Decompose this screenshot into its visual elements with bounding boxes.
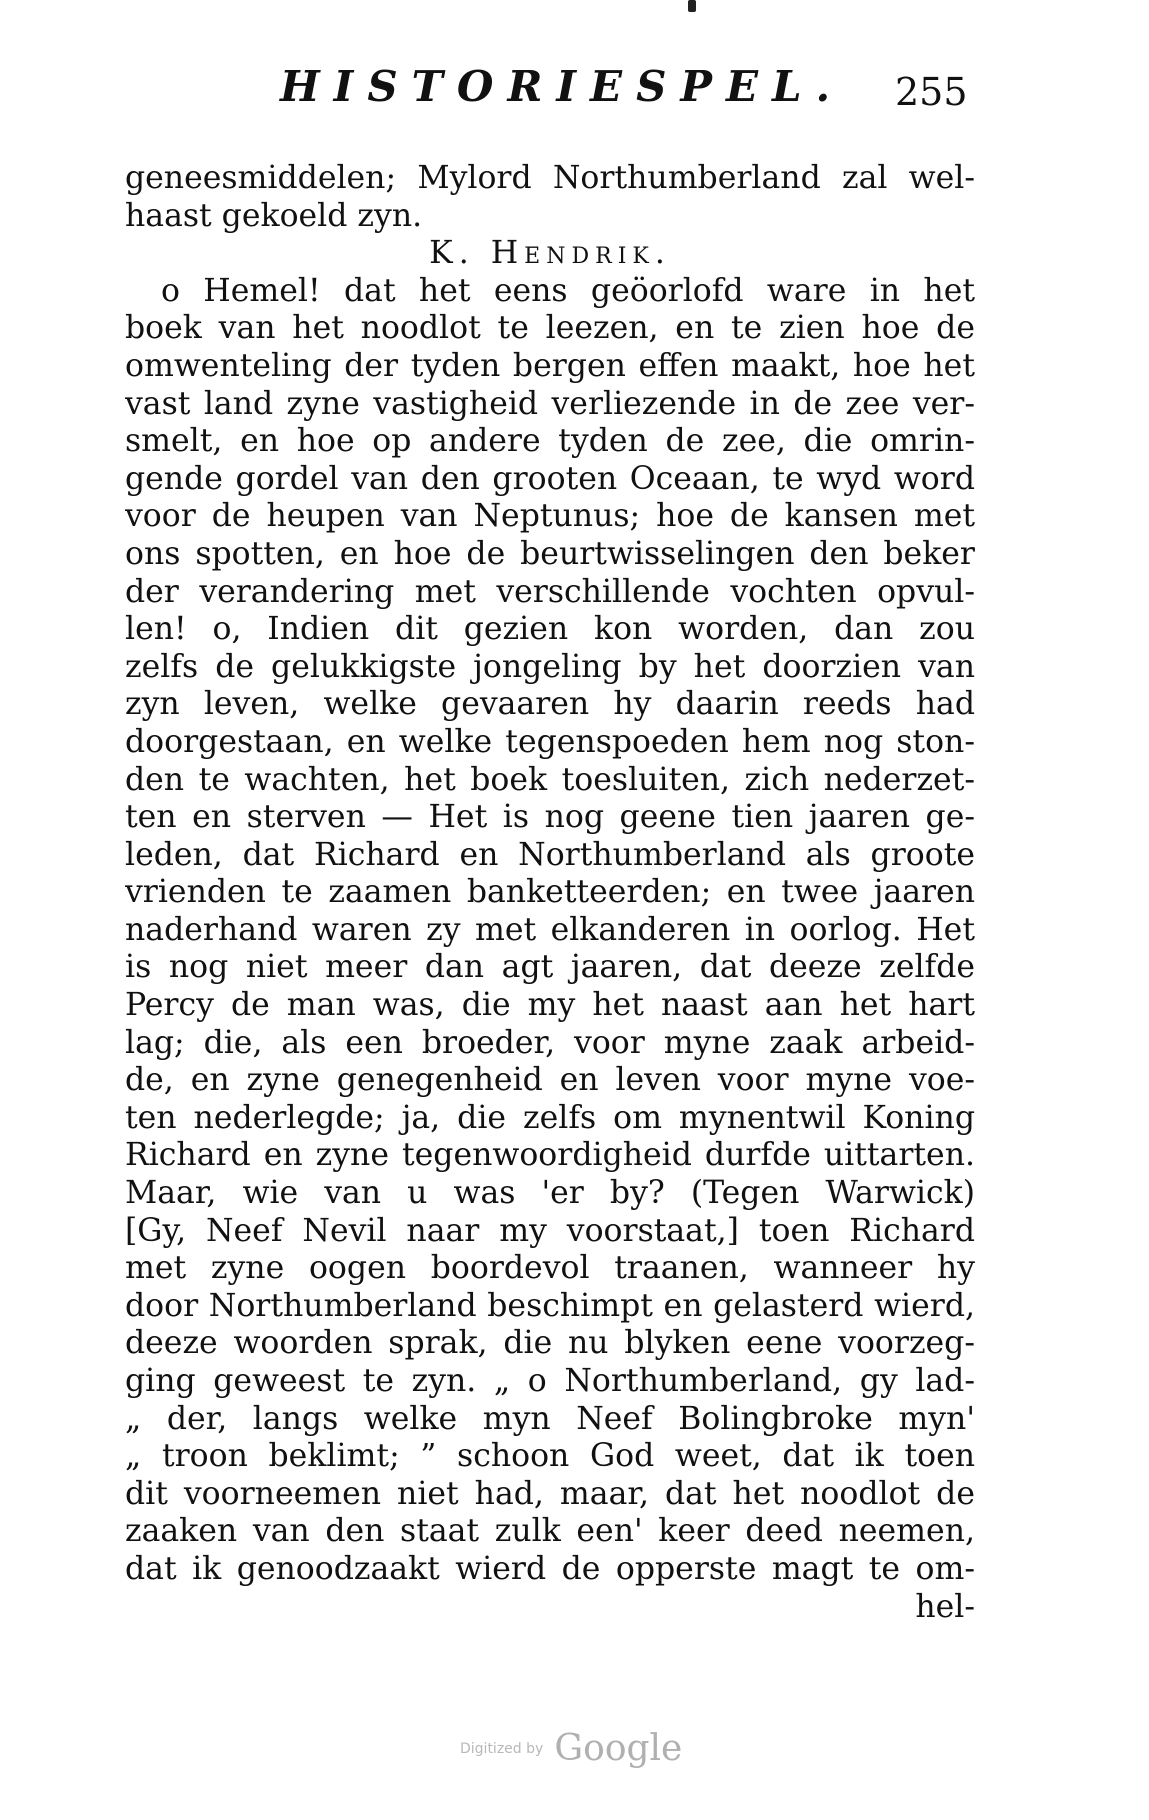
running-title: HISTORIESPEL. — [280, 62, 845, 111]
text-line: deeze woorden sprak, die nu blyken eene voorzeg- — [125, 1325, 975, 1362]
text-line: zelfs de gelukkigste jongeling by het doorzien van — [125, 648, 975, 685]
text-line: ten nederlegde; ja, die zelfs om mynentwil Koning — [125, 1099, 975, 1136]
text-line: „ troon beklimt; ” schoon God weet, dat ik toen — [125, 1438, 975, 1475]
text-line: boek van het noodlot te leezen, en te zien hoe de — [125, 310, 975, 347]
text-line: ten en sterven — Het is nog geene tien jaaren ge- — [125, 799, 975, 836]
text-line: ging geweest te zyn. „ o Northumberland, gy lad- — [125, 1363, 975, 1399]
text-line: len! o, Indien dit gezien kon worden, dan zou — [125, 611, 975, 648]
text-line: vast land zyne vastigheid verliezende in de zee ver- — [125, 385, 975, 422]
text-line: haast gekoeld zyn. — [125, 197, 423, 234]
text-line: doorgestaan, en welke tegenspoeden hem nog ston- — [125, 723, 975, 760]
text-line: door Northumberland beschimpt en gelasterd wierd, — [125, 1287, 975, 1324]
text-line: ons spotten, en hoe de beurtwisselingen den beker — [125, 535, 975, 572]
text-line: vrienden te zaamen banketteerden; en twee jaaren — [125, 874, 975, 911]
text-line: geneesmiddelen; Mylord Northumberland zal wel- — [125, 160, 975, 196]
google-logo: Google — [554, 1728, 683, 1769]
text-line: zaaken van den staat zulk een' keer deed neemen, — [125, 1513, 975, 1550]
text-line: lag; die, als een broeder, voor myne zaak arbeid- — [125, 1024, 975, 1061]
text-line: omwenteling der tyden bergen effen maakt, hoe het — [125, 347, 975, 384]
body-text — [125, 160, 975, 1626]
text-line: de, en zyne genegenheid en leven voor myne voe- — [125, 1062, 975, 1099]
text-line: den te wachten, het boek toesluiten, zich nederzet- — [125, 761, 975, 798]
text-line: [Gy, Neef Nevil naar my voorstaat,] toen Richard — [125, 1212, 975, 1249]
digitized-label: Digitized by — [460, 1740, 544, 1757]
text-line: Percy de man was, die my het naast aan het hart — [125, 987, 975, 1024]
speaker-heading: K. Hendrik. — [429, 235, 671, 272]
text-line: dit voorneemen niet had, maar, dat het noodlot de — [125, 1475, 975, 1512]
catchword: hel- — [915, 1588, 975, 1625]
text-line: smelt, en hoe op andere tyden de zee, die omrin- — [125, 423, 975, 460]
text-line: Maar, wie van u was 'er by? (Tegen Warwick) — [125, 1175, 975, 1212]
text-line: „ der, langs welke myn Neef Bolingbroke myn' — [125, 1400, 975, 1437]
text-line: Richard en zyne tegenwoordigheid durfde uittarten. — [125, 1137, 975, 1174]
top-ink-mark — [688, 0, 696, 12]
text-line: dat ik genoodzaakt wierd de opperste magt te om- — [125, 1550, 975, 1587]
text-line: naderhand waren zy met elkanderen in oorlog. Het — [125, 911, 975, 948]
text-line: der verandering met verschillende vochten opvul- — [125, 573, 975, 610]
text-line: zyn leven, welke gevaaren hy daarin reeds had — [125, 686, 975, 723]
text-line: o Hemel! dat het eens geöorlofd ware in het — [161, 272, 975, 309]
text-line: met zyne oogen boordevol traanen, wanneer hy — [125, 1250, 975, 1287]
text-line: leden, dat Richard en Northumberland als groote — [125, 836, 975, 873]
text-line: voor de heupen van Neptunus; hoe de kansen met — [125, 498, 975, 535]
page-number: 255 — [895, 70, 968, 114]
digitized-watermark — [460, 1728, 682, 1769]
text-line: is nog niet meer dan agt jaaren, dat deeze zelfde — [125, 949, 975, 986]
text-line: gende gordel van den grooten Oceaan, te wyd word — [125, 460, 975, 497]
